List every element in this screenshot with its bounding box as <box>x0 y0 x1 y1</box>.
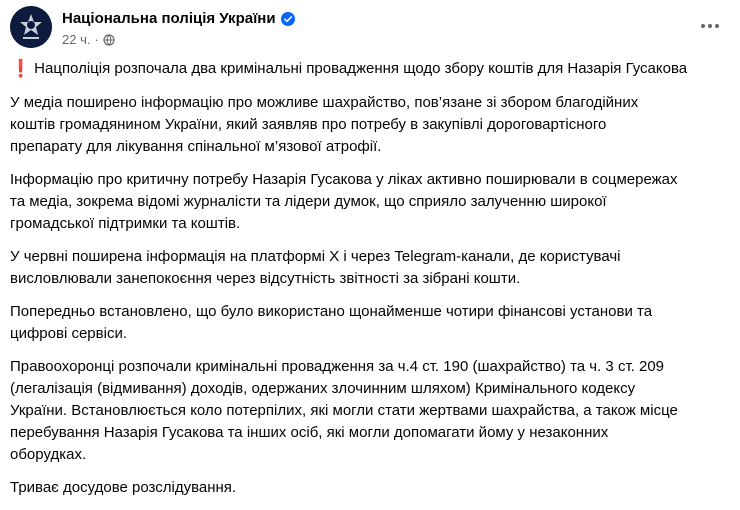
globe-icon <box>103 34 115 46</box>
post-paragraph: Попередньо встановлено, що було використано щонайменше чотири фінансові установи та цифрові сервіси. <box>10 303 653 342</box>
author-label[interactable]: Національна поліція України <box>62 10 276 27</box>
post-paragraph: У червні поширена інформація на платформі X і через Telegram-канали, де користувачі висловлювали занепокоєння через відсутність звітності за зібрані кошти. <box>10 248 621 287</box>
more-options-button[interactable] <box>694 10 726 42</box>
meta-separator: · <box>94 32 99 47</box>
post-body <box>10 58 722 510</box>
post-paragraph: У медіа поширено інформацію про можливе шахрайство, пов’язане зі збором благодійних коштів громадянином України, який заявляв про потребу в закупівлі дороговартісного препарату для лікування спінальної м’язової атрофії. <box>10 94 639 155</box>
post-paragraph: Інформацію про критичну потребу Назарія Гусакова у ліках активно поширювали в соцмережах та медіа, зокрема відомі журналісти та лідери думок, що сприяло залученню широкої громадської підтримки та коштів. <box>10 171 678 232</box>
post-paragraph: Правоохоронці розпочали кримінальні провадження за ч.4 ст. 190 (шахрайство) та ч. 3 ст. 209 (легалізація (відмивання) доходів, одержаних злочинним шляхом) Кримінального кодексу України. Встановлюється коло потерпілих, які могли стати жертвами шахрайства, а також місце перебування Назарія Гусакова та інших осіб, які могли допомагати йому у незаконних оборудках. <box>10 358 678 463</box>
headline-text: Нацполіція розпочала два кримінальні провадження щодо збору коштів для Назарія Гусакова <box>34 60 688 77</box>
author-name[interactable] <box>62 10 295 27</box>
post-timestamp[interactable]: 22 ч. <box>62 32 91 47</box>
post-header <box>10 6 730 50</box>
verified-badge-icon <box>281 12 295 26</box>
more-dot-icon <box>708 24 712 28</box>
more-dot-icon <box>715 24 719 28</box>
red-exclamation-icon: ❗ <box>10 59 32 78</box>
post-headline <box>10 58 722 80</box>
post-paragraph: Триває досудове розслідування. <box>10 479 237 496</box>
police-badge-icon <box>10 6 52 48</box>
avatar[interactable] <box>10 6 52 48</box>
post-meta <box>62 32 115 47</box>
more-dot-icon <box>701 24 705 28</box>
